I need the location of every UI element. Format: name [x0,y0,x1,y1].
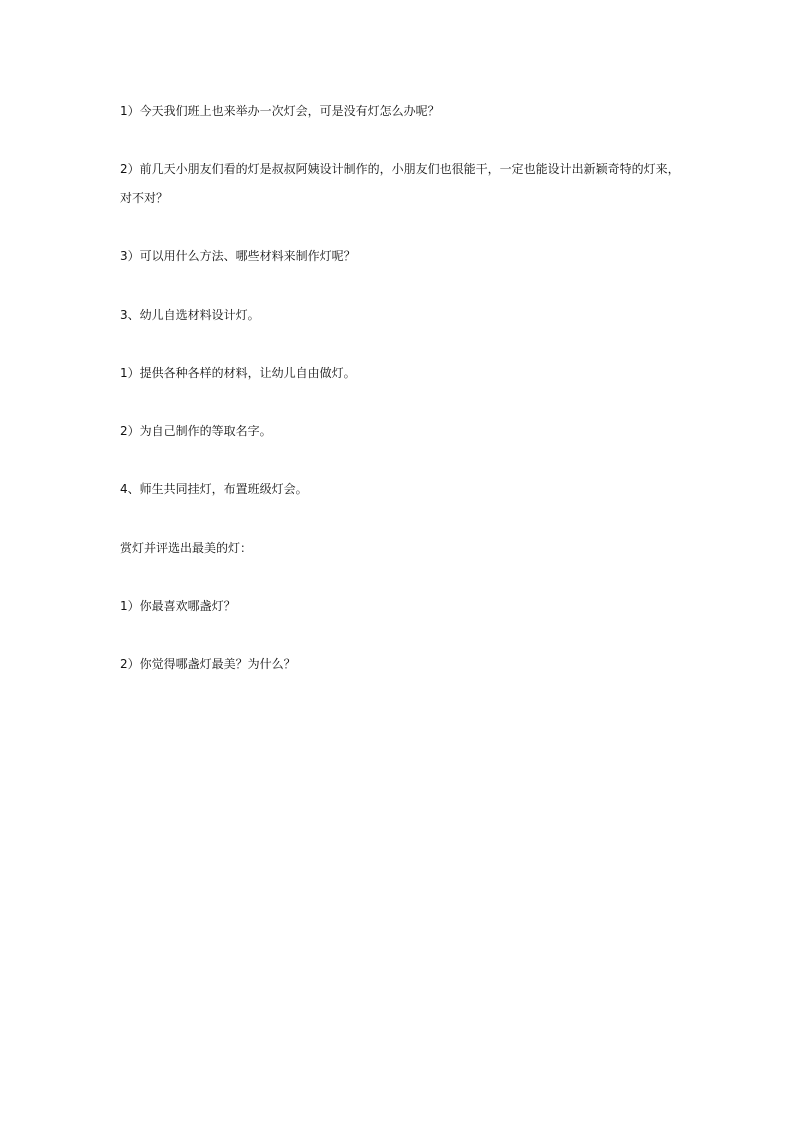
text-line-step-4: 4、师生共同挂灯，布置班级灯会。 [120,482,308,496]
text-line-question-3: 3）可以用什么方法、哪些材料来制作灯呢？ [120,249,356,263]
text-line-step-3-item-2: 2）为自己制作的等取名字。 [120,424,272,438]
text-line-appreciate-question-1: 1）你最喜欢哪盏灯？ [120,599,236,613]
text-line-appreciate-heading: 赏灯并评选出最美的灯： [120,541,253,555]
text-line-question-1: 1）今天我们班上也来举办一次灯会，可是没有灯怎么办呢？ [120,104,440,118]
text-line-question-2: 2）前几天小朋友们看的灯是叔叔阿姨设计制作的，小朋友们也很能干，一定也能设计出新颖奇特的灯来， [120,162,680,176]
text-line-question-2-continued: 对不对？ [120,191,169,205]
text-line-step-3-item-1: 1）提供各种各样的材料，让幼儿自由做灯。 [120,366,356,380]
text-line-step-3: 3、幼儿自选材料设计灯。 [120,308,260,322]
text-line-appreciate-question-2: 2）你觉得哪盏灯最美？为什么？ [120,657,296,671]
